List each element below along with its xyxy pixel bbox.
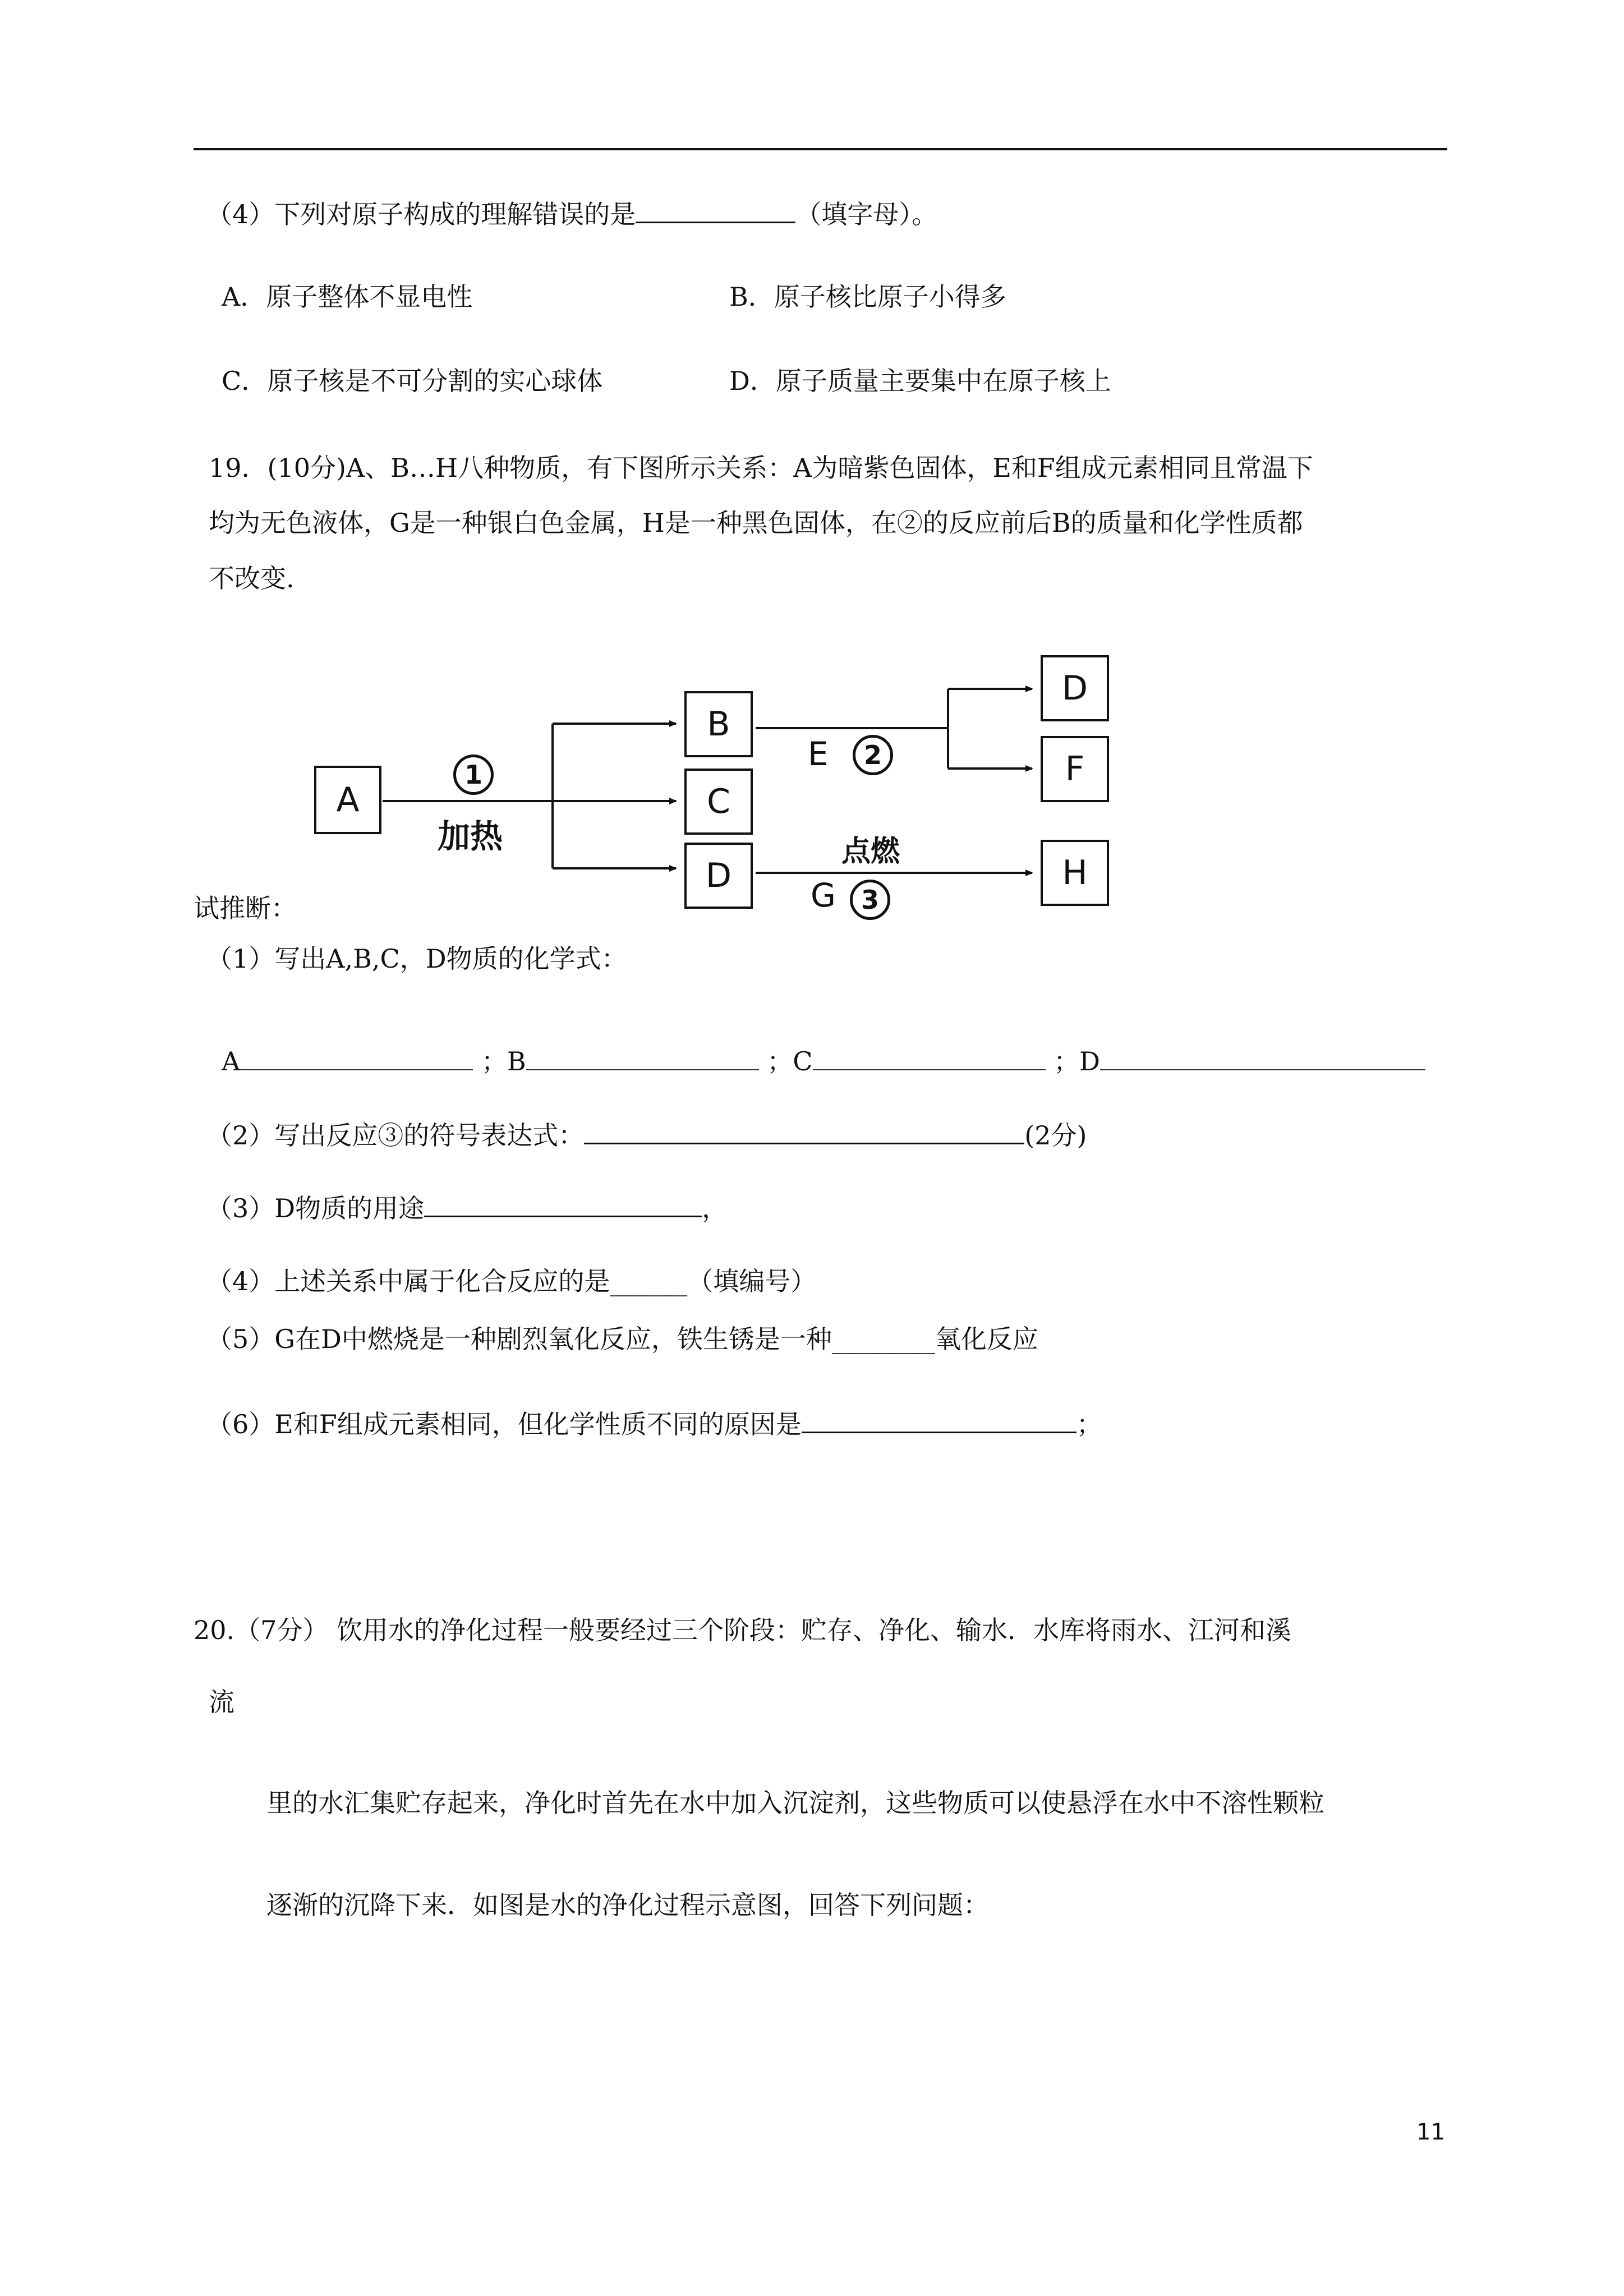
q19-part3: （3）D物质的用途 ， xyxy=(206,1193,728,1223)
q18-option-b: B．原子核比原子小得多 xyxy=(729,282,1006,312)
q20-line3: 里的水汇集贮存起来，净化时首先在水中加入沉淀剂，这些物质可以使悬浮在水中不溶性颗粒 xyxy=(266,1788,1324,1818)
q18-option-d: D．原子质量主要集中在原子核上 xyxy=(729,366,1111,396)
q20-line1: 20.（7分） 饮用水的净化过程一般要经过三个阶段：贮存、净化、输水．水库将雨水、江河和溪 xyxy=(194,1615,1292,1645)
step-1-marker: 1 xyxy=(453,754,494,795)
reaction-diagram-arrows xyxy=(0,0,1624,954)
step-3-label: 点燃 xyxy=(841,835,900,868)
answer-c-blank[interactable] xyxy=(813,1047,1046,1070)
part3-blank[interactable] xyxy=(424,1193,702,1217)
step-1-label: 加热 xyxy=(438,817,503,855)
node-b: B xyxy=(684,691,753,757)
q19-intro-line1: 19．(10分)A、B…H八种物质，有下图所示关系：A为暗紫色固体，E和F组成元素相同且常温下 xyxy=(209,453,1313,483)
part6-blank[interactable] xyxy=(802,1409,1076,1433)
q19-infer: 试推断： xyxy=(194,893,297,923)
node-f: F xyxy=(1041,736,1109,802)
answer-b-blank[interactable] xyxy=(526,1047,759,1070)
q19-part1-answers: A ；B ；C ；D xyxy=(222,1045,1425,1078)
q19-part4: （4）上述关系中属于化合反应的是______（填编号） xyxy=(206,1266,817,1296)
node-d-product: D xyxy=(1041,655,1109,721)
q19-intro-line2: 均为无色液体，G是一种银白色金属，H是一种黑色固体，在②的反应前后B的质量和化学性质都 xyxy=(209,508,1303,538)
q19-part1: （1）写出A,B,C，D物质的化学式： xyxy=(206,944,627,974)
q18-option-a: A．原子整体不显电性 xyxy=(222,282,473,312)
page-number: 11 xyxy=(1416,2119,1445,2145)
q18-item4: （4）下列对原子构成的理解错误的是 （填字母）。 xyxy=(206,199,938,229)
q19-part6: （6）E和F组成元素相同，但化学性质不同的原因是 ； xyxy=(206,1409,1102,1439)
step-3-marker: 3 xyxy=(850,880,890,920)
node-c: C xyxy=(684,769,753,835)
step-3-reagent: G xyxy=(811,876,836,914)
node-h: H xyxy=(1041,840,1109,906)
answer-a-blank[interactable] xyxy=(240,1047,473,1070)
q20-line2: 流 xyxy=(209,1687,234,1717)
answer-d-blank[interactable] xyxy=(1100,1047,1425,1070)
q19-intro-line3: 不改变. xyxy=(209,563,295,593)
node-d: D xyxy=(684,843,753,909)
part2-blank[interactable] xyxy=(584,1120,1024,1144)
q19-part2: （2）写出反应③的符号表达式： (2分) xyxy=(206,1120,1087,1151)
step-2-marker: 2 xyxy=(853,735,893,775)
step-2-reagent: E xyxy=(808,735,829,773)
node-a: A xyxy=(314,766,381,834)
q19-part5: （5）G在D中燃烧是一种剧烈氧化反应，铁生锈是一种________氧化反应 xyxy=(206,1324,1038,1354)
q18-option-c: C．原子核是不可分割的实心球体 xyxy=(222,366,603,396)
q20-line4: 逐渐的沉降下来．如图是水的净化过程示意图，回答下列问题： xyxy=(266,1890,989,1920)
